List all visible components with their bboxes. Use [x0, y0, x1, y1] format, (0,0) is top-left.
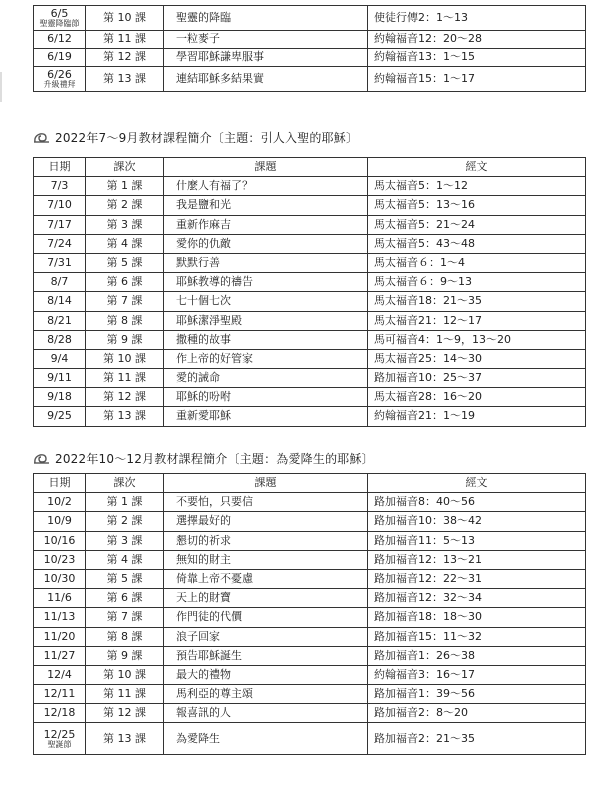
topic-cell: 不要怕，只要信 [164, 493, 368, 512]
topic-cell: 七十個七次 [164, 292, 368, 311]
schedule-table-q2 [33, 5, 586, 92]
topic-cell: 默默行善 [164, 253, 368, 272]
scripture-cell: 馬太福音21：12～17 [368, 311, 586, 330]
topic-cell: 重新愛耶穌 [164, 407, 368, 426]
topic-cell: 我是鹽和光 [164, 196, 368, 215]
date-cell: 11/13 [34, 608, 86, 627]
lesson-cell: 第 13 課 [86, 723, 164, 755]
scripture-cell: 使徒行傳2：1～13 [368, 6, 586, 31]
topic-cell: 聖靈的降臨 [164, 6, 368, 31]
date-cell: 10/30 [34, 569, 86, 588]
topic-cell: 愛你的仇敵 [164, 234, 368, 253]
topic-cell: 作門徒的代價 [164, 608, 368, 627]
scripture-cell: 馬太福音5：43～48 [368, 234, 586, 253]
topic-cell: 重新作麻吉 [164, 215, 368, 234]
snail-icon [33, 132, 50, 143]
lesson-cell: 第 7 課 [86, 608, 164, 627]
topic-cell: 作上帝的好管家 [164, 349, 368, 368]
table-row [34, 550, 586, 569]
lesson-cell: 第 2 課 [86, 196, 164, 215]
table-row [34, 67, 586, 92]
scripture-cell: 約翰福音21：1～19 [368, 407, 586, 426]
lesson-cell: 第 5 課 [86, 253, 164, 272]
date-cell: 7/17 [34, 215, 86, 234]
table-row [34, 493, 586, 512]
scripture-cell: 馬太福音28：16～20 [368, 388, 586, 407]
topic-cell: 連結耶穌多結果實 [164, 67, 368, 92]
date-note: 聖靈降臨節 [39, 19, 80, 29]
date-cell: 6/5 聖靈降臨節 [34, 6, 86, 31]
topic-cell: 學習耶穌謙卑服事 [164, 49, 368, 67]
table-row [34, 311, 586, 330]
table-header-row [34, 158, 586, 177]
table-row [34, 349, 586, 368]
date-cell: 6/19 [34, 49, 86, 67]
lesson-cell: 第 12 課 [86, 49, 164, 67]
schedule-table-q3 [33, 157, 586, 427]
lesson-cell: 第 8 課 [86, 627, 164, 646]
header-topic: 課題 [164, 158, 368, 177]
date-note: 聖誕節 [47, 739, 72, 749]
lesson-cell: 第 7 課 [86, 292, 164, 311]
table-row [34, 273, 586, 292]
lesson-cell: 第 10 課 [86, 665, 164, 684]
header-scripture: 經文 [368, 158, 586, 177]
table-row [34, 407, 586, 426]
snail-icon [33, 453, 50, 464]
topic-cell: 最大的禮物 [164, 665, 368, 684]
table-row [34, 177, 586, 196]
scripture-cell: 馬太福音5：13～16 [368, 196, 586, 215]
section-title-text: 2022年7～9月教材課程簡介〔主題：引人入聖的耶穌〕 [55, 131, 359, 145]
schedule-table-q4 [33, 473, 586, 755]
lesson-cell: 第 10 課 [86, 349, 164, 368]
date-cell: 12/18 [34, 704, 86, 723]
scripture-cell: 路加福音10：38～42 [368, 512, 586, 531]
date-cell: 12/11 [34, 685, 86, 704]
topic-cell: 天上的財寶 [164, 589, 368, 608]
date-cell: 10/2 [34, 493, 86, 512]
scripture-cell: 約翰福音15：1～17 [368, 67, 586, 92]
topic-cell: 懇切的祈求 [164, 531, 368, 550]
table-row [34, 589, 586, 608]
table-row [34, 608, 586, 627]
scripture-cell: 馬太福音5：21～24 [368, 215, 586, 234]
topic-cell: 耶穌教導的禱告 [164, 273, 368, 292]
page-edge-mark [0, 72, 4, 102]
date-cell: 11/20 [34, 627, 86, 646]
topic-cell: 一粒麥子 [164, 31, 368, 49]
scripture-cell: 路加福音18：18～30 [368, 608, 586, 627]
table-row [34, 6, 586, 31]
topic-cell: 無知的財主 [164, 550, 368, 569]
table-row [34, 685, 586, 704]
date-cell: 9/25 [34, 407, 86, 426]
date-cell: 9/4 [34, 349, 86, 368]
lesson-cell: 第 2 課 [86, 512, 164, 531]
table-row [34, 253, 586, 272]
date-cell: 7/31 [34, 253, 86, 272]
section-title-q3 [33, 129, 358, 146]
table-row [34, 292, 586, 311]
date-note: 升級禮拜 [43, 80, 76, 90]
topic-cell: 耶穌潔淨聖殿 [164, 311, 368, 330]
lesson-cell: 第 11 課 [86, 685, 164, 704]
table-row [34, 49, 586, 67]
lesson-cell: 第 3 課 [86, 215, 164, 234]
date-cell: 9/11 [34, 369, 86, 388]
table-row [34, 704, 586, 723]
lesson-cell: 第 3 課 [86, 531, 164, 550]
date-cell: 11/27 [34, 646, 86, 665]
scripture-cell: 路加福音2：21～35 [368, 723, 586, 755]
scripture-cell: 路加福音8：40～56 [368, 493, 586, 512]
lesson-cell: 第 6 課 [86, 273, 164, 292]
table-row [34, 665, 586, 684]
lesson-cell: 第 9 課 [86, 330, 164, 349]
date-cell: 10/9 [34, 512, 86, 531]
date-cell: 7/10 [34, 196, 86, 215]
lesson-cell: 第 4 課 [86, 550, 164, 569]
date-cell: 8/7 [34, 273, 86, 292]
topic-cell: 馬利亞的尊主頌 [164, 685, 368, 704]
header-lesson: 課次 [86, 158, 164, 177]
scripture-cell: 路加福音15：11～32 [368, 627, 586, 646]
lesson-cell: 第 13 課 [86, 407, 164, 426]
scripture-cell: 路加福音12：13～21 [368, 550, 586, 569]
table-header-row [34, 474, 586, 493]
lesson-cell: 第 12 課 [86, 388, 164, 407]
date-cell: 6/12 [34, 31, 86, 49]
date-cell: 8/21 [34, 311, 86, 330]
table-row [34, 330, 586, 349]
scripture-cell: 馬太福音６：9～13 [368, 273, 586, 292]
topic-cell: 撒種的故事 [164, 330, 368, 349]
table-row [34, 234, 586, 253]
scripture-cell: 馬太福音25：14～30 [368, 349, 586, 368]
lesson-cell: 第 1 課 [86, 493, 164, 512]
table-row [34, 627, 586, 646]
lesson-cell: 第 9 課 [86, 646, 164, 665]
topic-cell: 選擇最好的 [164, 512, 368, 531]
date-cell: 6/26 升級禮拜 [34, 67, 86, 92]
header-date: 日期 [34, 474, 86, 493]
table-row [34, 215, 586, 234]
lesson-cell: 第 5 課 [86, 569, 164, 588]
lesson-cell: 第 10 課 [86, 6, 164, 31]
table-row [34, 569, 586, 588]
header-topic: 課題 [164, 474, 368, 493]
topic-cell: 什麼人有福了？ [164, 177, 368, 196]
scripture-cell: 約翰福音13：1～15 [368, 49, 586, 67]
scripture-cell: 路加福音11：5～13 [368, 531, 586, 550]
section-title-q4 [33, 450, 374, 467]
table-row [34, 646, 586, 665]
lesson-cell: 第 1 課 [86, 177, 164, 196]
scripture-cell: 路加福音12：32～34 [368, 589, 586, 608]
section-title-text: 2022年10～12月教材課程簡介〔主題：為愛降生的耶穌〕 [55, 452, 374, 466]
date-cell: 12/4 [34, 665, 86, 684]
date-cell: 7/24 [34, 234, 86, 253]
header-date: 日期 [34, 158, 86, 177]
date-cell: 10/23 [34, 550, 86, 569]
topic-cell: 耶穌的吩咐 [164, 388, 368, 407]
scripture-cell: 路加福音12：22～31 [368, 569, 586, 588]
date-cell: 9/18 [34, 388, 86, 407]
scripture-cell: 約翰福音3：16～17 [368, 665, 586, 684]
date-cell: 11/6 [34, 589, 86, 608]
lesson-cell: 第 13 課 [86, 67, 164, 92]
topic-cell: 倚靠上帝不憂慮 [164, 569, 368, 588]
lesson-cell: 第 11 課 [86, 369, 164, 388]
scripture-cell: 馬太福音5：1～12 [368, 177, 586, 196]
lesson-cell: 第 11 課 [86, 31, 164, 49]
scripture-cell: 路加福音2：8～20 [368, 704, 586, 723]
table-row [34, 196, 586, 215]
topic-cell: 浪子回家 [164, 627, 368, 646]
scripture-cell: 馬太福音18：21～35 [368, 292, 586, 311]
table-row [34, 512, 586, 531]
table-row [34, 369, 586, 388]
scripture-cell: 路加福音1：39～56 [368, 685, 586, 704]
header-lesson: 課次 [86, 474, 164, 493]
topic-cell: 預告耶穌誕生 [164, 646, 368, 665]
header-scripture: 經文 [368, 474, 586, 493]
date-cell: 8/14 [34, 292, 86, 311]
date-cell: 12/25 聖誕節 [34, 723, 86, 755]
table-row [34, 531, 586, 550]
scripture-cell: 馬太福音６：1～4 [368, 253, 586, 272]
lesson-cell: 第 8 課 [86, 311, 164, 330]
date-cell: 10/16 [34, 531, 86, 550]
table-row [34, 31, 586, 49]
lesson-cell: 第 4 課 [86, 234, 164, 253]
lesson-cell: 第 6 課 [86, 589, 164, 608]
lesson-cell: 第 12 課 [86, 704, 164, 723]
date-cell: 8/28 [34, 330, 86, 349]
topic-cell: 愛的誡命 [164, 369, 368, 388]
table-row [34, 723, 586, 755]
table-row [34, 388, 586, 407]
scripture-cell: 路加福音10：25～37 [368, 369, 586, 388]
topic-cell: 報喜訊的人 [164, 704, 368, 723]
scripture-cell: 約翰福音12：20～28 [368, 31, 586, 49]
scripture-cell: 路加福音1：26～38 [368, 646, 586, 665]
topic-cell: 為愛降生 [164, 723, 368, 755]
scripture-cell: 馬可福音4：1～9，13～20 [368, 330, 586, 349]
date-cell: 7/3 [34, 177, 86, 196]
